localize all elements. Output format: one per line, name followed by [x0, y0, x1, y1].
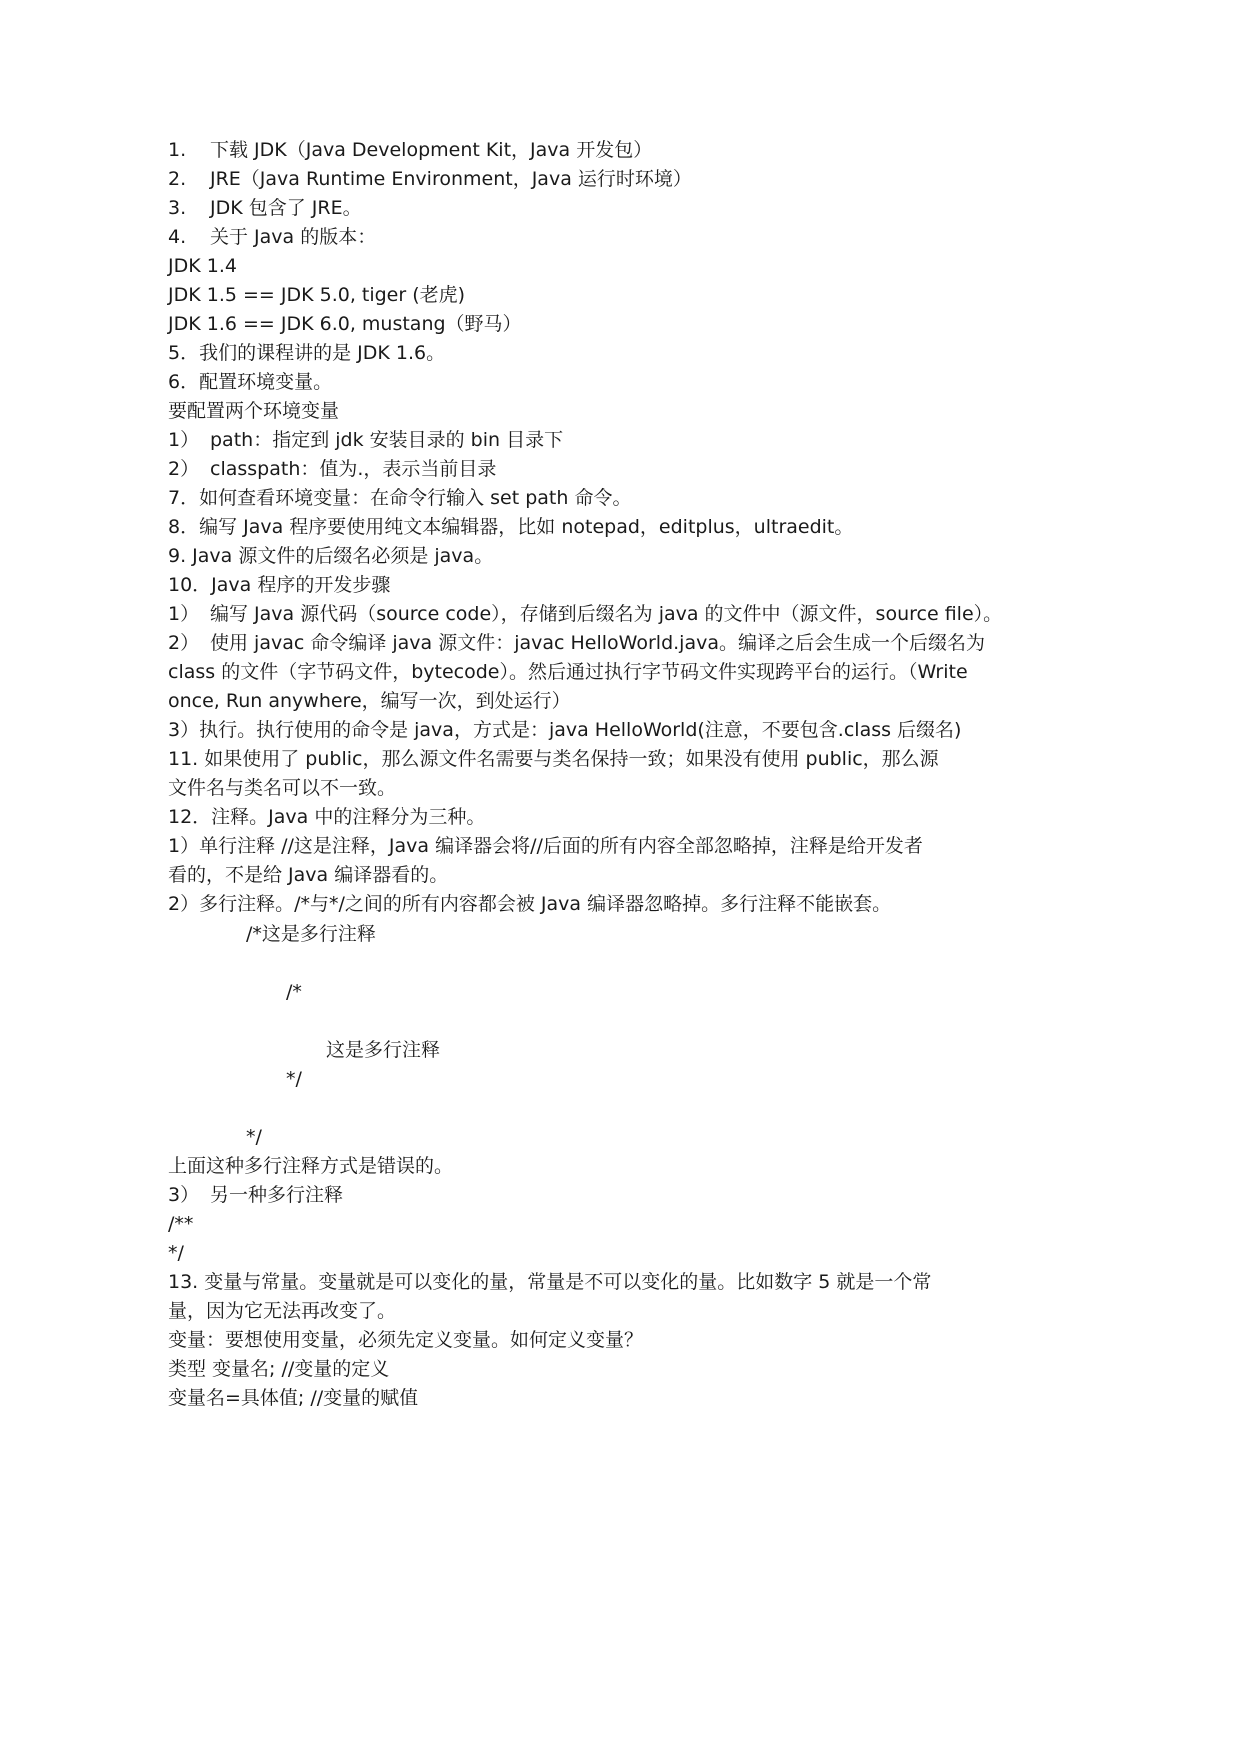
text-line: 6．配置环境变量。: [168, 371, 333, 393]
text-line: 文件名与类名可以不一致。: [168, 777, 397, 799]
text-line: 变量名=具体值; //变量的赋值: [168, 1387, 419, 1409]
list-number: 3.: [168, 197, 187, 219]
list-text: 下载 JDK（Java Development Kit，Java 开发包）: [210, 139, 653, 161]
list-item: [168, 602, 1002, 626]
list-text: JRE（Java Runtime Environment，Java 运行时环境）: [210, 168, 692, 190]
text-line: 10．Java 程序的开发步骤: [168, 574, 391, 596]
list-number: 1）: [168, 429, 200, 451]
list-number: 3）: [168, 1184, 200, 1206]
list-text: path：指定到 jdk 安装目录的 bin 目录下: [210, 429, 564, 451]
list-text: 另一种多行注释: [210, 1184, 344, 1206]
list-number: 4.: [168, 226, 187, 248]
list-item: [168, 457, 496, 481]
text-line: 13. 变量与常量。变量就是可以变化的量，常量是不可以变化的量。比如数字 5 就是一个常: [168, 1271, 932, 1293]
text-line: 7．如何查看环境变量：在命令行输入 set path 命令。: [168, 487, 632, 509]
list-text: 关于 Java 的版本：: [210, 226, 377, 248]
text-line: 1）单行注释 //这是注释，Java 编译器会将//后面的所有内容全部忽略掉，注释是给开发者: [168, 835, 923, 857]
code-line: 这是多行注释: [326, 1039, 441, 1061]
list-number: 2）: [168, 632, 200, 654]
text-line: 要配置两个环境变量: [168, 400, 340, 422]
text-line: 类型 变量名; //变量的定义: [168, 1358, 390, 1380]
code-line: */: [286, 1068, 302, 1090]
list-number: 2.: [168, 168, 187, 190]
text-line: 量，因为它无法再改变了。: [168, 1300, 397, 1322]
list-number: 1.: [168, 139, 187, 161]
list-number: 2）: [168, 458, 200, 480]
code-line: /**: [168, 1213, 194, 1235]
list-text: 使用 javac 命令编译 java 源文件：javac HelloWorld.java。编译之后会生成一个后缀名为: [210, 632, 985, 654]
text-line: 上面这种多行注释方式是错误的。: [168, 1155, 454, 1177]
text-line: 8．编写 Java 程序要使用纯文本编辑器，比如 notepad，editplus，ultraedit。: [168, 516, 854, 538]
text-line: 9. Java 源文件的后缀名必须是 java。: [168, 545, 494, 567]
list-item: [168, 167, 692, 191]
list-text: JDK 包含了 JRE。: [210, 197, 362, 219]
list-text: classpath：值为.，表示当前目录: [210, 458, 497, 480]
text-line: 变量：要想使用变量，必须先定义变量。如何定义变量？: [168, 1329, 644, 1351]
text-line: once, Run anywhere，编写一次，到处运行）: [168, 690, 571, 712]
list-text: 编写 Java 源代码（source code），存储到后缀名为 java 的文件中（源文件，source file）。: [210, 603, 1003, 625]
list-item: [168, 225, 376, 249]
list-item: [168, 1183, 343, 1207]
list-item: [168, 138, 652, 162]
code-line: */: [246, 1126, 262, 1148]
text-line: 看的，不是给 Java 编译器看的。: [168, 864, 449, 886]
list-item: [168, 428, 563, 452]
text-line: JDK 1.5 == JDK 5.0, tiger (老虎): [168, 284, 466, 306]
text-line: 5．我们的课程讲的是 JDK 1.6。: [168, 342, 446, 364]
text-line: 12．注释。Java 中的注释分为三种。: [168, 806, 486, 828]
text-line: JDK 1.6 == JDK 6.0, mustang（野马）: [168, 313, 522, 335]
text-line: 3）执行。执行使用的命令是 java，方式是：java HelloWorld(注意，不要包含.class 后缀名): [168, 719, 962, 741]
text-line: 2）多行注释。/*与*/之间的所有内容都会被 Java 编译器忽略掉。多行注释不能嵌套。: [168, 893, 892, 915]
code-line: */: [168, 1242, 184, 1264]
text-line: 11. 如果使用了 public，那么源文件名需要与类名保持一致；如果没有使用 public，那么源: [168, 748, 939, 770]
code-line: /*这是多行注释: [246, 923, 376, 945]
list-item: [168, 196, 362, 220]
text-line: class 的文件（字节码文件，bytecode）。然后通过执行字节码文件实现跨平台的运行。（Write: [168, 661, 968, 683]
list-number: 1）: [168, 603, 200, 625]
text-line: JDK 1.4: [168, 255, 237, 277]
list-item: [168, 631, 985, 655]
code-line: /*: [286, 981, 302, 1003]
